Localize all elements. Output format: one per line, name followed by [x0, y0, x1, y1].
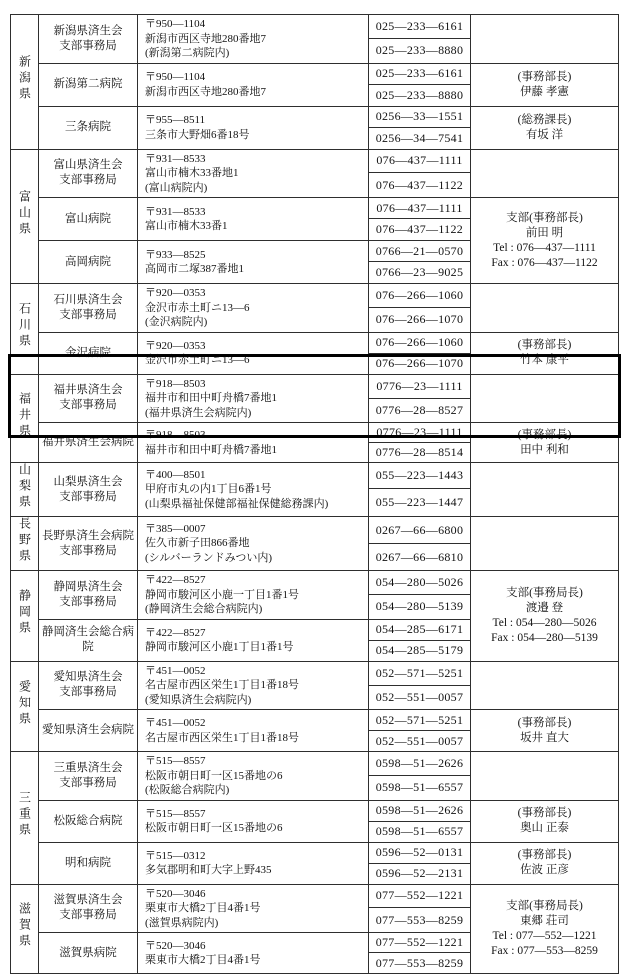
- organization-cell: [39, 517, 138, 571]
- contact-line: 佐波 正彦: [520, 864, 569, 876]
- address-cell: [138, 463, 369, 517]
- organization-cell: [39, 332, 138, 374]
- organization-cell: [39, 106, 138, 149]
- phone-cell: 076—266—1060: [369, 284, 471, 308]
- prefecture-label: 長野県: [17, 517, 32, 565]
- organization-name: 三条病院: [65, 121, 111, 133]
- contact-cell: [471, 15, 619, 64]
- address-cell: [138, 374, 369, 423]
- organization-name: 福井県済生会: [53, 384, 123, 397]
- address-line: 金沢市赤土町ニ13—6: [145, 301, 250, 314]
- phone-cell: 0256—33—1551: [369, 106, 471, 127]
- contact-cell: [471, 198, 619, 284]
- address-line: (滋賀県病院内): [145, 916, 219, 929]
- contact-cell: [471, 106, 619, 149]
- prefecture-label: 山梨県: [17, 463, 32, 511]
- contact-line: 東郷 荘司: [520, 914, 569, 927]
- phone-cell: 077—553—8259: [369, 908, 471, 933]
- address-line: 〒515—8557: [145, 807, 206, 820]
- address-line: 〒950—1104: [145, 71, 206, 83]
- organization-name: 松阪総合病院: [53, 814, 123, 827]
- organization-cell: [39, 284, 138, 333]
- organization-cell: [39, 241, 138, 284]
- organization-name: 静岡県済生会: [53, 580, 123, 593]
- contact-line: 奥山 正泰: [520, 822, 569, 834]
- contact-line: 坂井 直大: [520, 731, 569, 744]
- contact-cell: [471, 374, 619, 423]
- contact-line: 前田 明: [525, 226, 564, 239]
- table-row: [11, 374, 619, 398]
- organization-cell: [39, 571, 138, 620]
- address-line: (山梨県福祉保健部福祉保健総務課内): [145, 497, 329, 510]
- organization-cell: [39, 15, 138, 64]
- contact-line: 田中 利和: [520, 443, 569, 456]
- address-line: 〒950—1104: [145, 18, 206, 30]
- prefecture-label: 愛知県: [17, 679, 32, 728]
- organization-name: 滋賀県済生会: [53, 894, 123, 907]
- table-row: [11, 198, 619, 219]
- contact-line: Fax : 077—553—8259: [491, 944, 598, 957]
- table-row: [11, 15, 619, 39]
- phone-cell: 0776—23—1111: [369, 374, 471, 398]
- contact-line: (総務課長): [517, 113, 572, 126]
- address-line: 名古屋市西区栄生1丁目1番18号: [145, 679, 299, 691]
- organization-cell: [39, 374, 138, 423]
- address-line: 〒955—8511: [145, 114, 206, 126]
- phone-cell: 025—233—6161: [369, 15, 471, 39]
- phone-cell: 0267—66—6810: [369, 544, 471, 571]
- organization-name: 支部事務局: [59, 595, 117, 608]
- phone-cell: 025—233—6161: [369, 63, 471, 84]
- organization-name: 新潟第二病院: [53, 78, 123, 90]
- phone-cell: 052—571—5251: [369, 710, 471, 731]
- organization-name: 金沢病院: [65, 346, 111, 359]
- address-line: (富山病院内): [145, 181, 208, 194]
- organization-name: 新潟県済生会: [53, 24, 123, 37]
- phone-cell: 055—223—1443: [369, 463, 471, 489]
- prefecture-cell: [11, 517, 39, 571]
- table-row: [11, 710, 619, 731]
- contact-line: (事務部長): [517, 70, 572, 83]
- address-cell: [138, 15, 369, 64]
- address-cell: [138, 284, 369, 333]
- phone-cell: 076—266—1070: [369, 308, 471, 332]
- contact-cell: [471, 752, 619, 801]
- organization-name: 支部事務局: [59, 308, 117, 321]
- phone-cell: 025—233—8880: [369, 38, 471, 63]
- organization-name: 山梨県済生会: [53, 475, 123, 488]
- contact-line: Tel : 077—552—1221: [492, 929, 597, 942]
- table-row: [11, 571, 619, 595]
- prefecture-label: 新潟県: [17, 55, 32, 104]
- phone-cell: 054—280—5026: [369, 571, 471, 595]
- phone-cell: 077—553—8259: [369, 953, 471, 974]
- phone-cell: 076—437—1122: [369, 173, 471, 198]
- phone-cell: 0598—51—2626: [369, 800, 471, 821]
- contact-cell: [471, 63, 619, 106]
- phone-cell: 077—552—1221: [369, 884, 471, 908]
- table-row: [11, 63, 619, 84]
- address-line: (シルバーランドみつい内): [145, 551, 273, 564]
- contact-cell: [471, 710, 619, 752]
- organization-cell: [39, 661, 138, 710]
- table-row: [11, 884, 619, 908]
- prefecture-cell: [11, 463, 39, 517]
- address-line: 富山市楠木33番地1: [145, 167, 239, 179]
- address-line: 新潟市西区寺地280番地7: [145, 32, 266, 45]
- address-cell: [138, 149, 369, 198]
- organization-cell: [39, 800, 138, 842]
- address-cell: [138, 571, 369, 620]
- organization-cell: [39, 752, 138, 801]
- contact-line: (事務部長): [517, 428, 572, 441]
- address-line: 〒515—8557: [145, 755, 206, 767]
- address-cell: [138, 63, 369, 106]
- contact-line: 支部(事務局長): [506, 899, 583, 912]
- organization-name: 富山病院: [65, 212, 111, 225]
- directory-table-container: [10, 14, 619, 974]
- address-line: (静岡済生会総合病院内): [145, 603, 263, 615]
- address-cell: [138, 933, 369, 974]
- phone-cell: 0598—51—2626: [369, 752, 471, 776]
- organization-cell: [39, 423, 138, 463]
- organization-cell: [39, 149, 138, 198]
- contact-line: 支部(事務部長): [506, 211, 583, 224]
- organization-name: 支部事務局: [59, 909, 117, 922]
- phone-cell: 0776—28—8514: [369, 443, 471, 463]
- prefecture-cell: [11, 752, 39, 885]
- phone-cell: 076—266—1060: [369, 332, 471, 353]
- organization-name: 長野県済生会病院: [42, 529, 134, 542]
- phone-cell: 054—285—5179: [369, 640, 471, 661]
- phone-cell: 0256—34—7541: [369, 127, 471, 149]
- prefecture-cell: [11, 571, 39, 662]
- address-cell: [138, 884, 369, 933]
- address-line: 静岡市駿河区小鹿1丁目1番1号: [145, 641, 294, 653]
- organization-cell: [39, 933, 138, 974]
- prefecture-label: 石川県: [17, 302, 32, 351]
- organization-cell: [39, 842, 138, 884]
- phone-cell: 0776—23—1111: [369, 423, 471, 443]
- contact-cell: [471, 284, 619, 333]
- table-row: [11, 800, 619, 821]
- address-line: 〒931—8533: [145, 152, 206, 165]
- prefecture-label: 福井県: [17, 391, 32, 440]
- contact-line: 有坂 洋: [525, 128, 564, 141]
- address-line: 松阪市朝日町一区15番地の6: [145, 769, 283, 782]
- address-line: 〒920—0353: [145, 287, 206, 299]
- organization-name: 静岡済生会総合病院: [42, 626, 134, 653]
- phone-cell: 0598—51—6557: [369, 821, 471, 842]
- directory-table: [10, 14, 619, 974]
- phone-cell: 055—223—1447: [369, 489, 471, 517]
- organization-cell: [39, 463, 138, 517]
- contact-line: Tel : 076—437—1111: [493, 241, 596, 254]
- prefecture-label: 富山県: [17, 189, 32, 238]
- table-row: [11, 661, 619, 685]
- organization-name: 明和病院: [65, 856, 111, 869]
- phone-cell: 052—571—5251: [369, 661, 471, 685]
- address-line: 〒385—0007: [145, 522, 206, 535]
- address-line: 新潟市西区寺地280番地7: [145, 85, 266, 98]
- table-row: [11, 842, 619, 863]
- address-line: 高岡市二塚387番地1: [145, 263, 244, 275]
- organization-name: 三重県済生会: [53, 761, 123, 774]
- prefecture-cell: [11, 284, 39, 375]
- phone-cell: 052—551—0057: [369, 731, 471, 752]
- phone-cell: 052—551—0057: [369, 685, 471, 709]
- contact-cell: [471, 884, 619, 974]
- address-line: (愛知県済生会病院内): [145, 693, 252, 706]
- organization-name: 愛知県済生会: [53, 671, 123, 684]
- phone-cell: 0766—23—9025: [369, 262, 471, 284]
- address-cell: [138, 517, 369, 571]
- contact-line: 渡邉 登: [525, 601, 564, 614]
- address-line: 〒918—8503: [145, 429, 206, 441]
- address-line: 富山市楠木33番1: [145, 220, 228, 232]
- organization-name: 福井県済生会病院: [42, 436, 134, 448]
- phone-cell: 076—266—1070: [369, 353, 471, 374]
- phone-cell: 054—285—6171: [369, 619, 471, 640]
- contact-cell: [471, 661, 619, 710]
- address-line: 〒520—3046: [145, 887, 206, 900]
- prefecture-cell: [11, 374, 39, 463]
- address-line: 〒422—8527: [145, 626, 206, 639]
- address-line: 〒422—8527: [145, 574, 206, 586]
- prefecture-cell: [11, 661, 39, 752]
- contact-line: 支部(事務局長): [506, 586, 583, 599]
- organization-name: 支部事務局: [59, 544, 117, 557]
- address-line: 松阪市朝日町一区15番地の6: [145, 822, 283, 834]
- address-line: 名古屋市西区栄生1丁目1番18号: [145, 731, 299, 744]
- address-line: 栗東市大橋2丁目4番1号: [145, 902, 261, 914]
- contact-line: (事務部長): [517, 339, 572, 351]
- organization-name: 支部事務局: [59, 399, 117, 412]
- address-line: 〒400—8501: [145, 468, 206, 481]
- organization-name: 支部事務局: [59, 490, 117, 503]
- contact-line: 伊藤 孝憲: [520, 85, 569, 98]
- organization-name: 富山県済生会: [53, 159, 123, 172]
- contact-line: Fax : 076—437—1122: [491, 256, 598, 269]
- organization-name: 滋賀県病院: [59, 946, 117, 959]
- phone-cell: 0766—21—0570: [369, 241, 471, 262]
- contact-cell: [471, 423, 619, 463]
- prefecture-cell: [11, 15, 39, 150]
- address-cell: [138, 106, 369, 149]
- organization-cell: [39, 884, 138, 933]
- address-line: 佐久市新子田866番地: [145, 537, 250, 550]
- contact-line: Fax : 054—280—5139: [491, 631, 598, 644]
- contact-cell: [471, 800, 619, 842]
- address-line: 甲府市丸の内1丁目6番1号: [145, 483, 272, 496]
- phone-cell: 054—280—5139: [369, 595, 471, 619]
- address-line: 〒520—3046: [145, 939, 206, 952]
- address-line: (新潟第二病院内): [145, 47, 230, 59]
- table-row: [11, 423, 619, 443]
- contact-cell: [471, 149, 619, 198]
- table-row: [11, 149, 619, 173]
- phone-cell: 076—437—1111: [369, 198, 471, 219]
- contact-cell: [471, 463, 619, 517]
- address-line: 多気郡明和町大字上野435: [145, 864, 272, 876]
- address-line: 栗東市大橋2丁目4番1号: [145, 954, 261, 966]
- address-cell: [138, 800, 369, 842]
- table-row: [11, 517, 619, 544]
- organization-name: 支部事務局: [59, 174, 117, 187]
- organization-name: 高岡病院: [65, 255, 111, 268]
- prefecture-label: 三重県: [17, 791, 32, 840]
- contact-cell: [471, 571, 619, 662]
- organization-cell: [39, 63, 138, 106]
- address-line: 〒451—0052: [145, 717, 206, 729]
- phone-cell: 076—437—1122: [369, 219, 471, 241]
- prefecture-cell: [11, 149, 39, 284]
- contact-cell: [471, 517, 619, 571]
- address-line: 〒515—0312: [145, 849, 206, 862]
- phone-cell: 0596—52—2131: [369, 863, 471, 884]
- organization-name: 支部事務局: [59, 39, 117, 52]
- table-row: [11, 752, 619, 776]
- prefecture-label: 静岡県: [17, 589, 32, 638]
- address-line: 静岡市駿河区小鹿一丁目1番1号: [145, 588, 299, 601]
- address-cell: [138, 198, 369, 241]
- contact-line: 竹本 康平: [520, 354, 569, 366]
- address-cell: [138, 619, 369, 661]
- phone-cell: 0596—52—0131: [369, 842, 471, 863]
- organization-name: 支部事務局: [59, 686, 117, 699]
- table-row: [11, 332, 619, 353]
- organization-cell: [39, 619, 138, 661]
- phone-cell: 025—233—8880: [369, 84, 471, 106]
- organization-name: 石川県済生会: [53, 293, 123, 306]
- address-cell: [138, 752, 369, 801]
- prefecture-cell: [11, 884, 39, 974]
- address-line: (松阪総合病院内): [145, 784, 230, 796]
- address-line: 〒920—0353: [145, 339, 206, 352]
- organization-name: 愛知県済生会病院: [42, 724, 134, 736]
- phone-cell: 0598—51—6557: [369, 776, 471, 800]
- address-cell: [138, 332, 369, 374]
- address-cell: [138, 661, 369, 710]
- address-line: 三条市大野畑6番18号: [145, 128, 250, 141]
- contact-cell: [471, 842, 619, 884]
- address-cell: [138, 423, 369, 463]
- contact-line: (事務部長): [517, 849, 572, 861]
- address-cell: [138, 241, 369, 284]
- address-line: 金沢市赤土町ニ13—6: [145, 354, 250, 366]
- contact-line: Tel : 054—280—5026: [492, 616, 597, 629]
- organization-cell: [39, 198, 138, 241]
- address-line: (福井県済生会病院内): [145, 406, 252, 419]
- address-line: 〒931—8533: [145, 205, 206, 218]
- address-line: 福井市和田中町舟橋7番地1: [145, 392, 277, 404]
- contact-line: (事務部長): [517, 807, 572, 819]
- address-line: 〒933—8525: [145, 248, 206, 261]
- contact-cell: [471, 332, 619, 374]
- phone-cell: 0776—28—8527: [369, 398, 471, 422]
- table-row: [11, 463, 619, 489]
- address-line: 福井市和田中町舟橋7番地1: [145, 443, 277, 456]
- address-line: 〒451—0052: [145, 664, 206, 677]
- organization-cell: [39, 710, 138, 752]
- phone-cell: 077—552—1221: [369, 933, 471, 953]
- organization-name: 支部事務局: [59, 776, 117, 789]
- table-row: [11, 284, 619, 308]
- contact-line: (事務部長): [517, 716, 572, 729]
- table-row: [11, 106, 619, 127]
- address-cell: [138, 710, 369, 752]
- phone-cell: 076—437—1111: [369, 149, 471, 173]
- address-line: 〒918—8503: [145, 377, 206, 390]
- phone-cell: 0267—66—6800: [369, 517, 471, 544]
- address-cell: [138, 842, 369, 884]
- prefecture-label: 滋賀県: [17, 902, 32, 951]
- address-line: (金沢病院内): [145, 316, 208, 328]
